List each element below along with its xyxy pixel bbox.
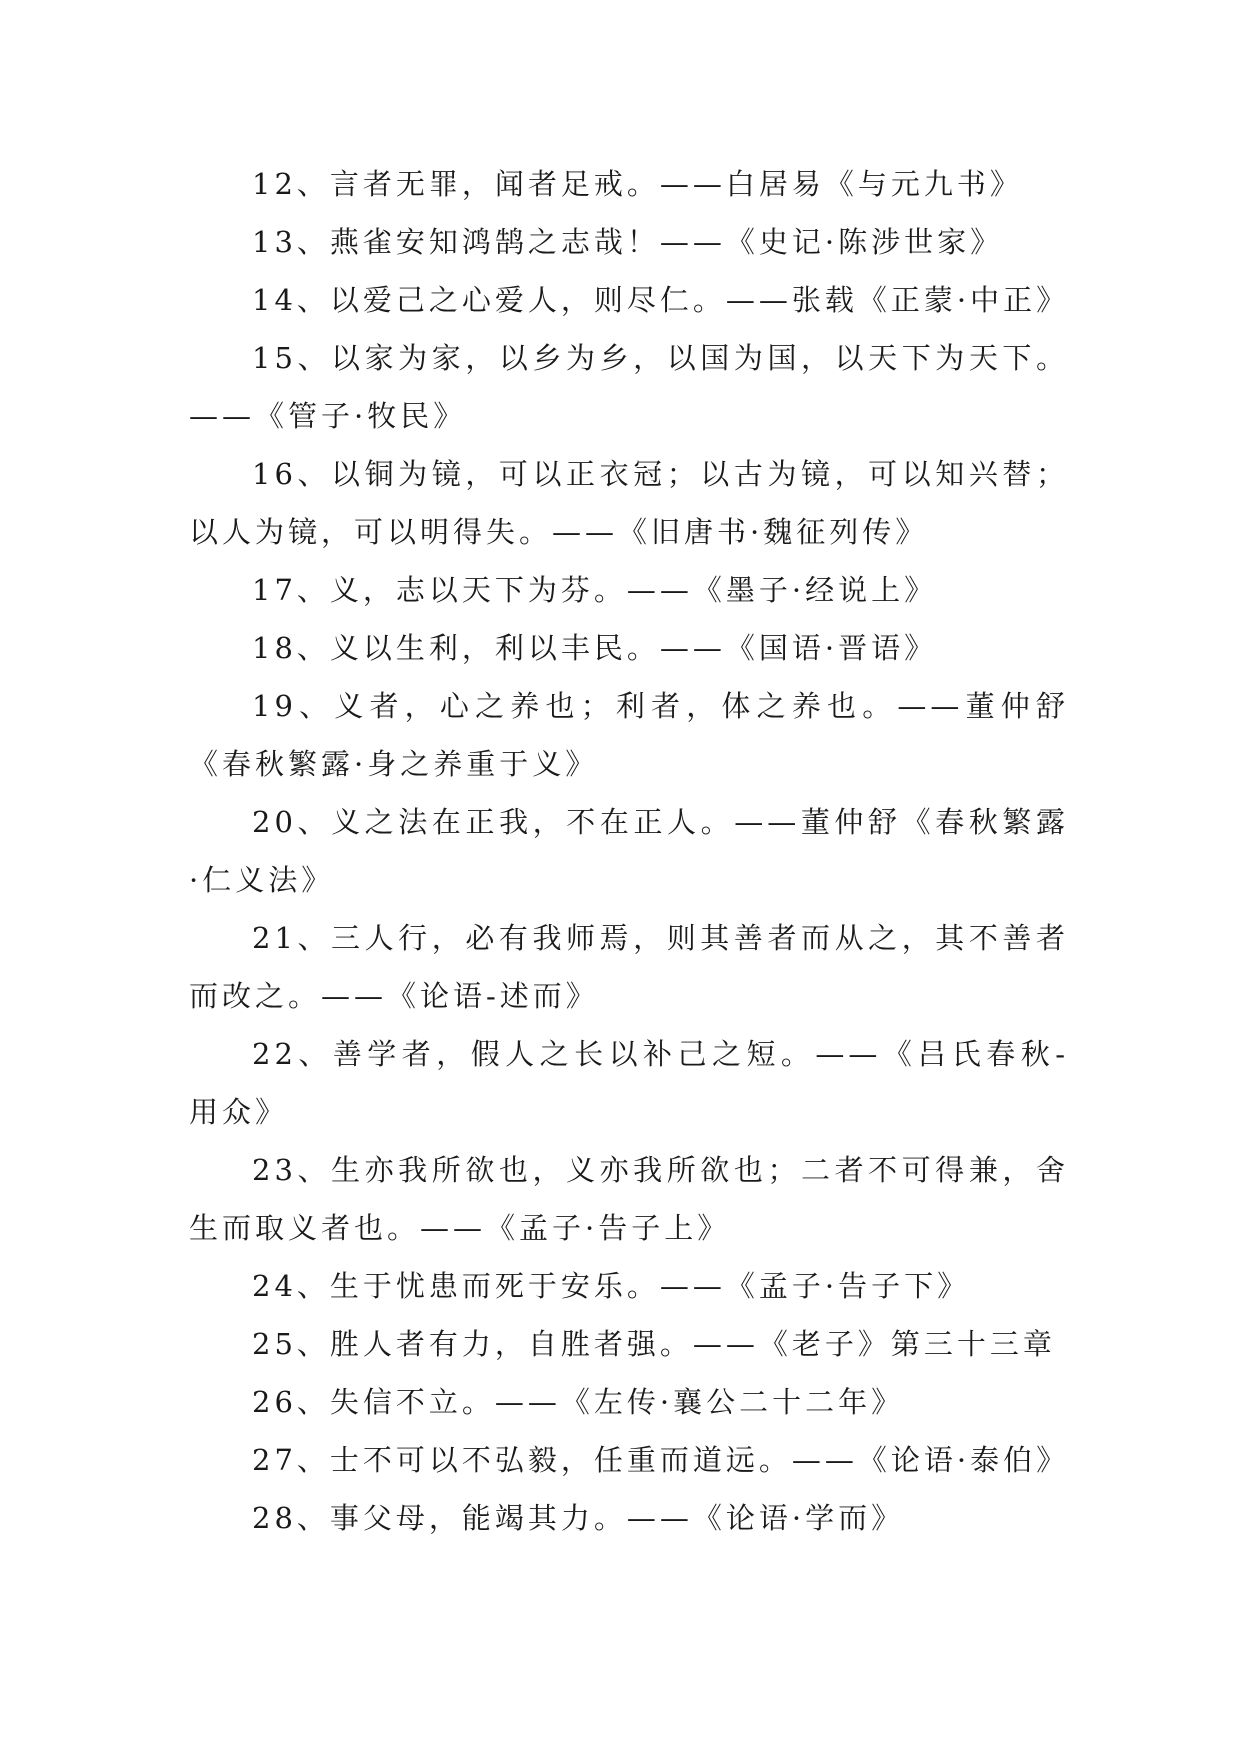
quote-14: 14、以爱己之心爱人，则尽仁。——张载《正蒙·中正》 bbox=[252, 283, 1070, 317]
quote-20: 20、义之法在正我，不在正人。——董仲舒《春秋繁露·仁义法》 bbox=[189, 805, 1069, 897]
quote-27: 27、士不可以不弘毅，任重而道远。——《论语·泰伯》 bbox=[252, 1443, 1070, 1477]
quote-19: 19、义者，心之养也；利者，体之养也。——董仲舒《春秋繁露·身之养重于义》 bbox=[189, 689, 1069, 781]
quote-17: 17、义，志以天下为芬。——《墨子·经说上》 bbox=[252, 573, 938, 607]
quote-22: 22、善学者，假人之长以补己之短。——《吕氏春秋-用众》 bbox=[189, 1037, 1069, 1129]
quote-18: 18、义以生利，利以丰民。——《国语·晋语》 bbox=[252, 631, 938, 665]
quote-25: 25、胜人者有力，自胜者强。——《老子》第三十三章 bbox=[252, 1327, 1056, 1361]
quote-15: 15、以家为家，以乡为乡，以国为国，以天下为天下。——《管子·牧民》 bbox=[189, 341, 1069, 433]
quote-28: 28、事父母，能竭其力。——《论语·学而》 bbox=[252, 1501, 905, 1535]
quote-24: 24、生于忧患而死于安乐。——《孟子·告子下》 bbox=[252, 1269, 971, 1303]
quote-12: 12、言者无罪，闻者足戒。——白居易《与元九书》 bbox=[252, 167, 1023, 201]
quote-21: 21、三人行，必有我师焉，则其善者而从之，其不善者而改之。——《论语-述而》 bbox=[189, 921, 1069, 1013]
quote-13: 13、燕雀安知鸿鹄之志哉！——《史记·陈涉世家》 bbox=[252, 225, 1004, 259]
quote-26: 26、失信不立。——《左传·襄公二十二年》 bbox=[252, 1385, 905, 1419]
quote-23: 23、生亦我所欲也，义亦我所欲也；二者不可得兼，舍生而取义者也。——《孟子·告子上》 bbox=[189, 1153, 1069, 1245]
quote-16: 16、以铜为镜，可以正衣冠；以古为镜，可以知兴替；以人为镜，可以明得失。——《旧唐书·魏征列传》 bbox=[189, 457, 1069, 549]
document-body bbox=[189, 155, 1069, 1547]
